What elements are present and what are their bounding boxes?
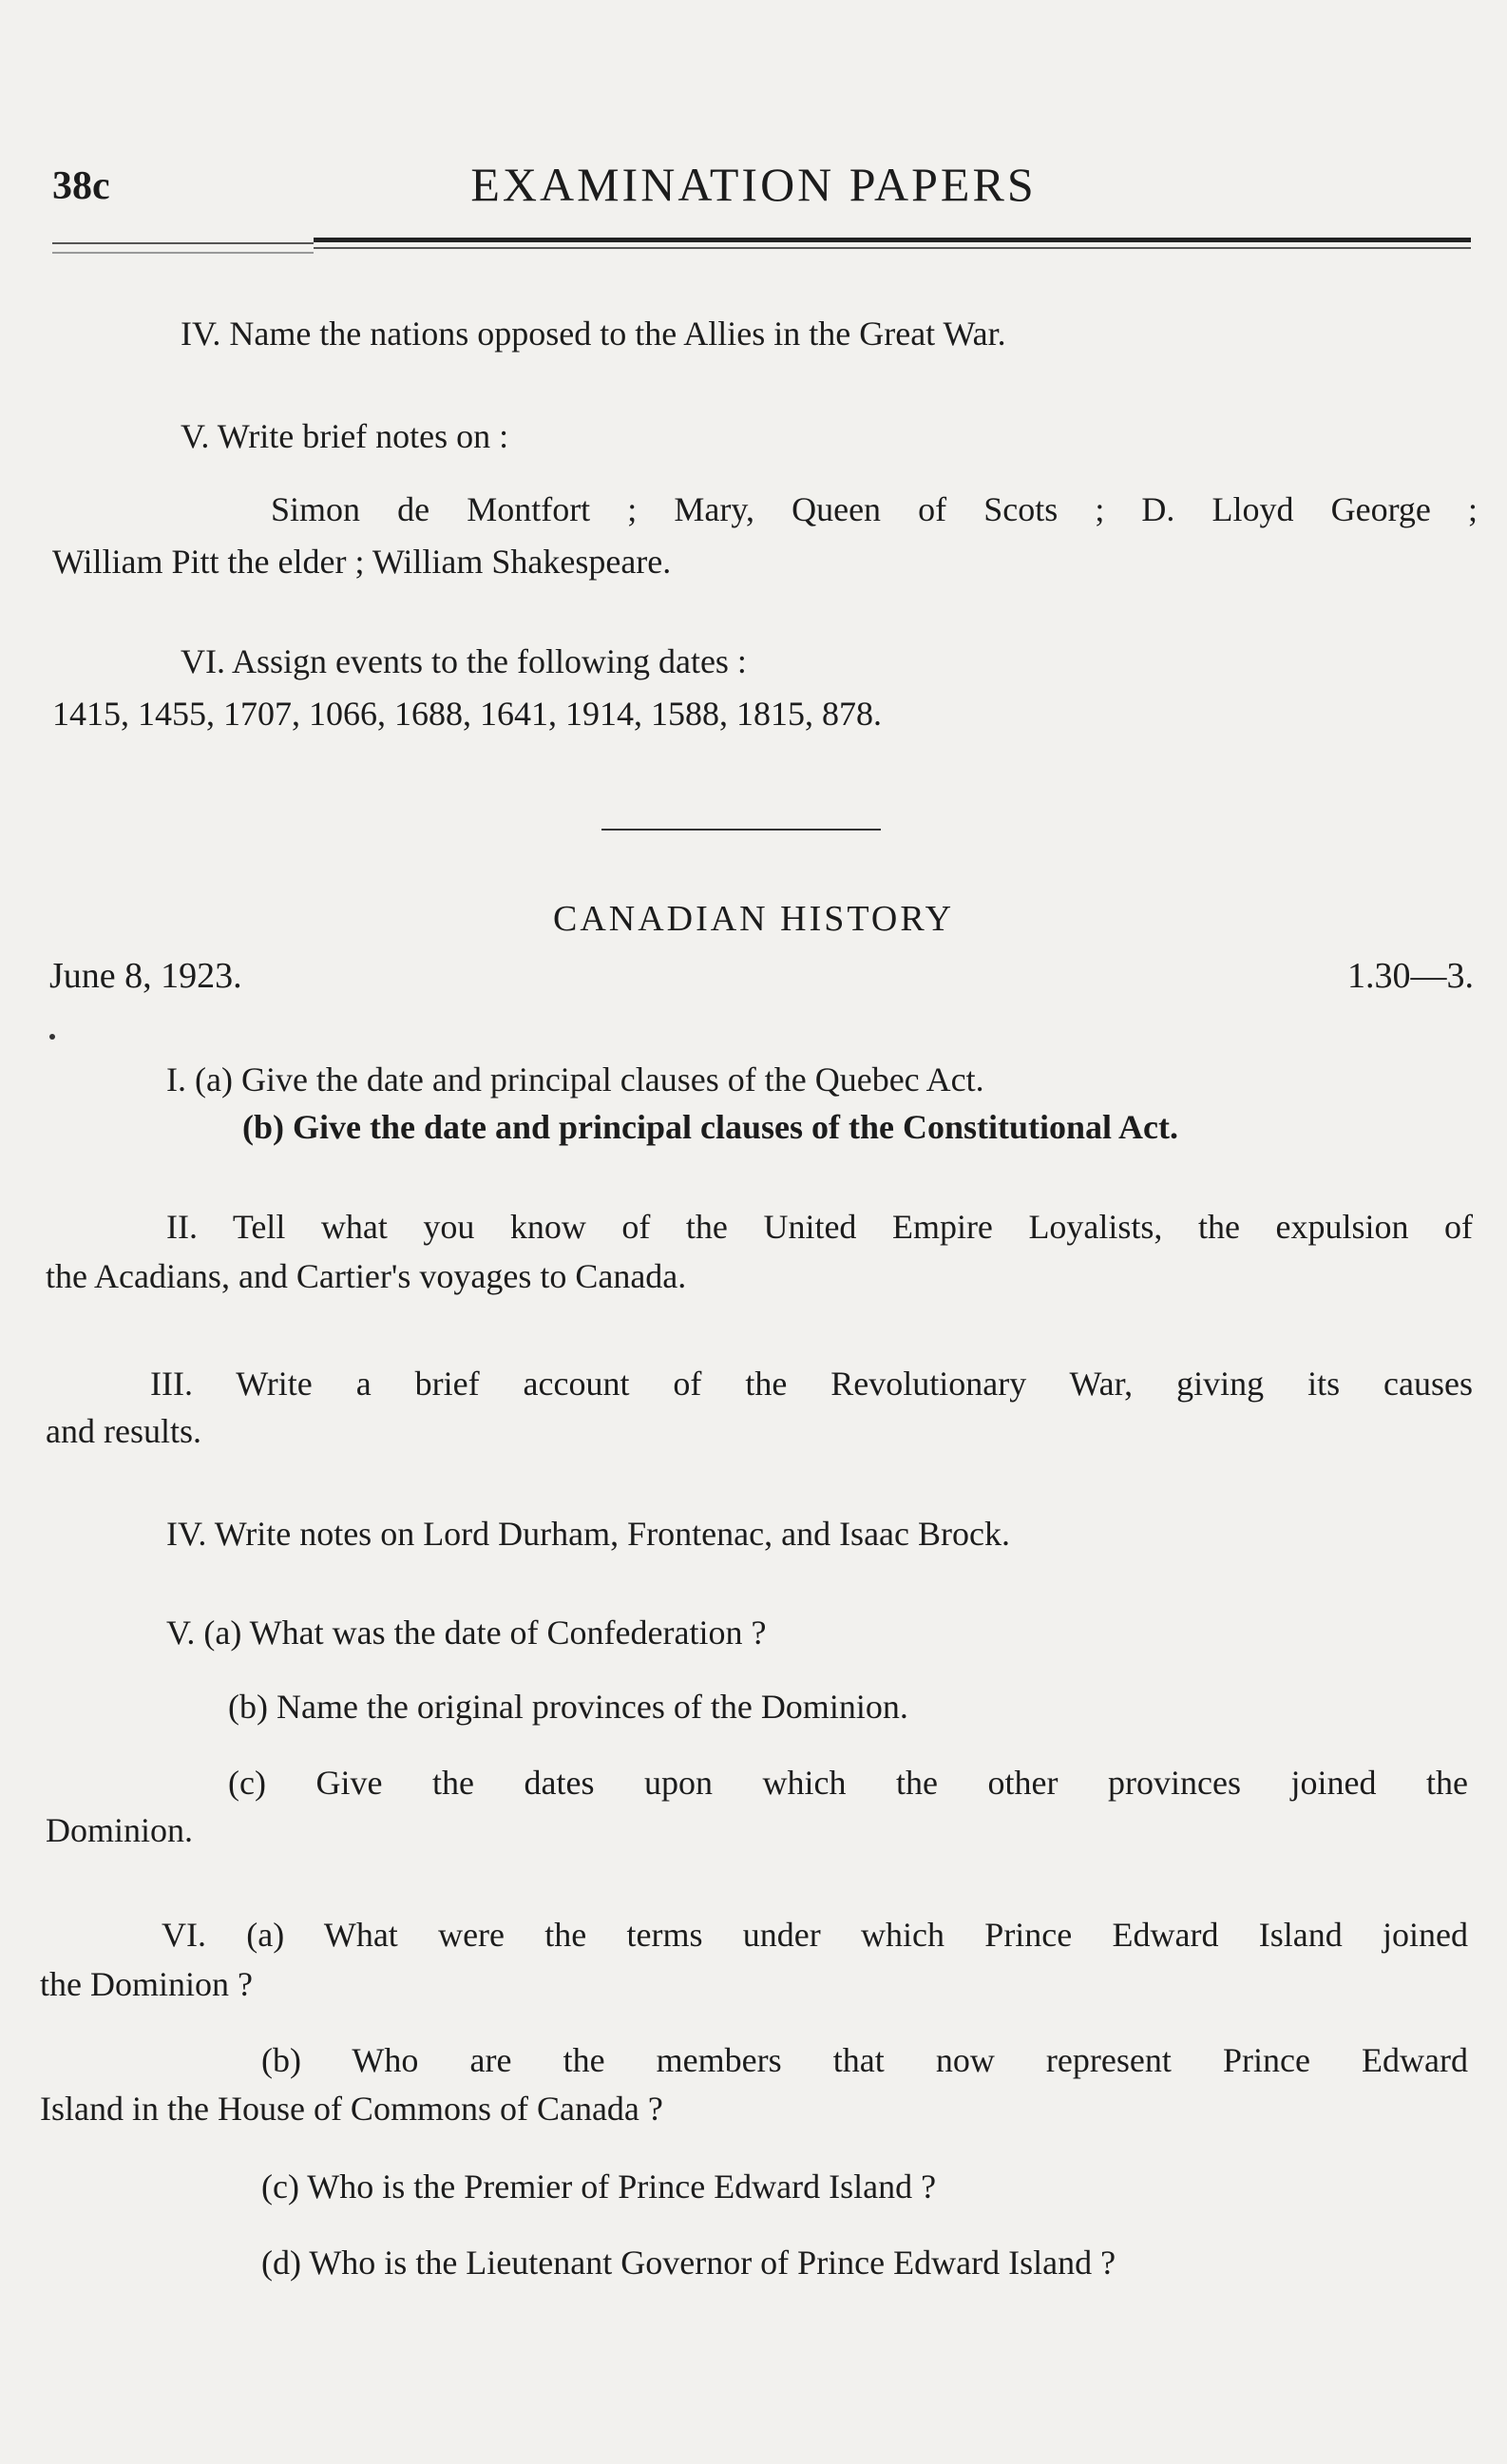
question-6b-line2: Island in the House of Commons of Canada ?: [40, 2090, 663, 2128]
ink-speck: [49, 1034, 55, 1040]
page-number: 38c: [52, 164, 110, 208]
prev-question-6-dates: 1415, 1455, 1707, 1066, 1688, 1641, 1914, 1588, 1815, 878.: [52, 695, 882, 733]
question-6a-line2: the Dominion ?: [40, 1965, 253, 2003]
question-4: IV. Write notes on Lord Durham, Frontenac, and Isaac Brock.: [166, 1515, 1010, 1553]
prev-question-5-line2: William Pitt the elder ; William Shakespeare.: [52, 543, 672, 581]
question-3-line2: and results.: [46, 1412, 201, 1450]
question-3-line1: III. Write a brief account of the Revolutionary War, giving its causes: [150, 1365, 1473, 1403]
question-6b-line1: (b) Who are the members that now represent Prince Edward: [261, 2041, 1468, 2079]
header-rule-main: [314, 238, 1471, 242]
question-5c-line2: Dominion.: [46, 1811, 194, 1849]
header-rule-left: [52, 242, 314, 244]
question-5c-line1: (c) Give the dates upon which the other provinces joined the: [228, 1764, 1468, 1802]
question-6c: (c) Who is the Premier of Prince Edward Island ?: [261, 2168, 937, 2206]
question-1a: I. (a) Give the date and principal clauses of the Quebec Act.: [166, 1060, 984, 1098]
section-title: CANADIAN HISTORY: [552, 899, 955, 939]
question-1b: (b) Give the date and principal clauses of the Constitutional Act.: [242, 1108, 1179, 1146]
question-6a-line1: VI. (a) What were the terms under which Prince Edward Island joined: [162, 1916, 1468, 1954]
section-divider: [601, 829, 881, 831]
question-6d: (d) Who is the Lieutenant Governor of Prince Edward Island ?: [261, 2244, 1116, 2282]
question-5b: (b) Name the original provinces of the Dominion.: [228, 1688, 908, 1726]
prev-question-6-intro: VI. Assign events to the following dates :: [181, 642, 747, 680]
prev-question-5-intro: V. Write brief notes on :: [181, 417, 509, 455]
header-rule-main-thin: [314, 247, 1471, 249]
prev-question-5-line1: Simon de Montfort ; Mary, Queen of Scots ; D. Lloyd George ;: [271, 490, 1478, 528]
header-rule-left-faint: [52, 252, 314, 254]
question-2-line2: the Acadians, and Cartier's voyages to Canada.: [46, 1257, 687, 1295]
prev-question-4: IV. Name the nations opposed to the Allies in the Great War.: [181, 315, 1006, 353]
exam-time: 1.30—3.: [1347, 956, 1474, 996]
question-2-line1: II. Tell what you know of the United Empire Loyalists, the expulsion of: [166, 1208, 1473, 1246]
running-title: EXAMINATION PAPERS: [470, 158, 1037, 211]
exam-date: June 8, 1923.: [49, 956, 242, 996]
question-5a: V. (a) What was the date of Confederation ?: [166, 1614, 767, 1652]
